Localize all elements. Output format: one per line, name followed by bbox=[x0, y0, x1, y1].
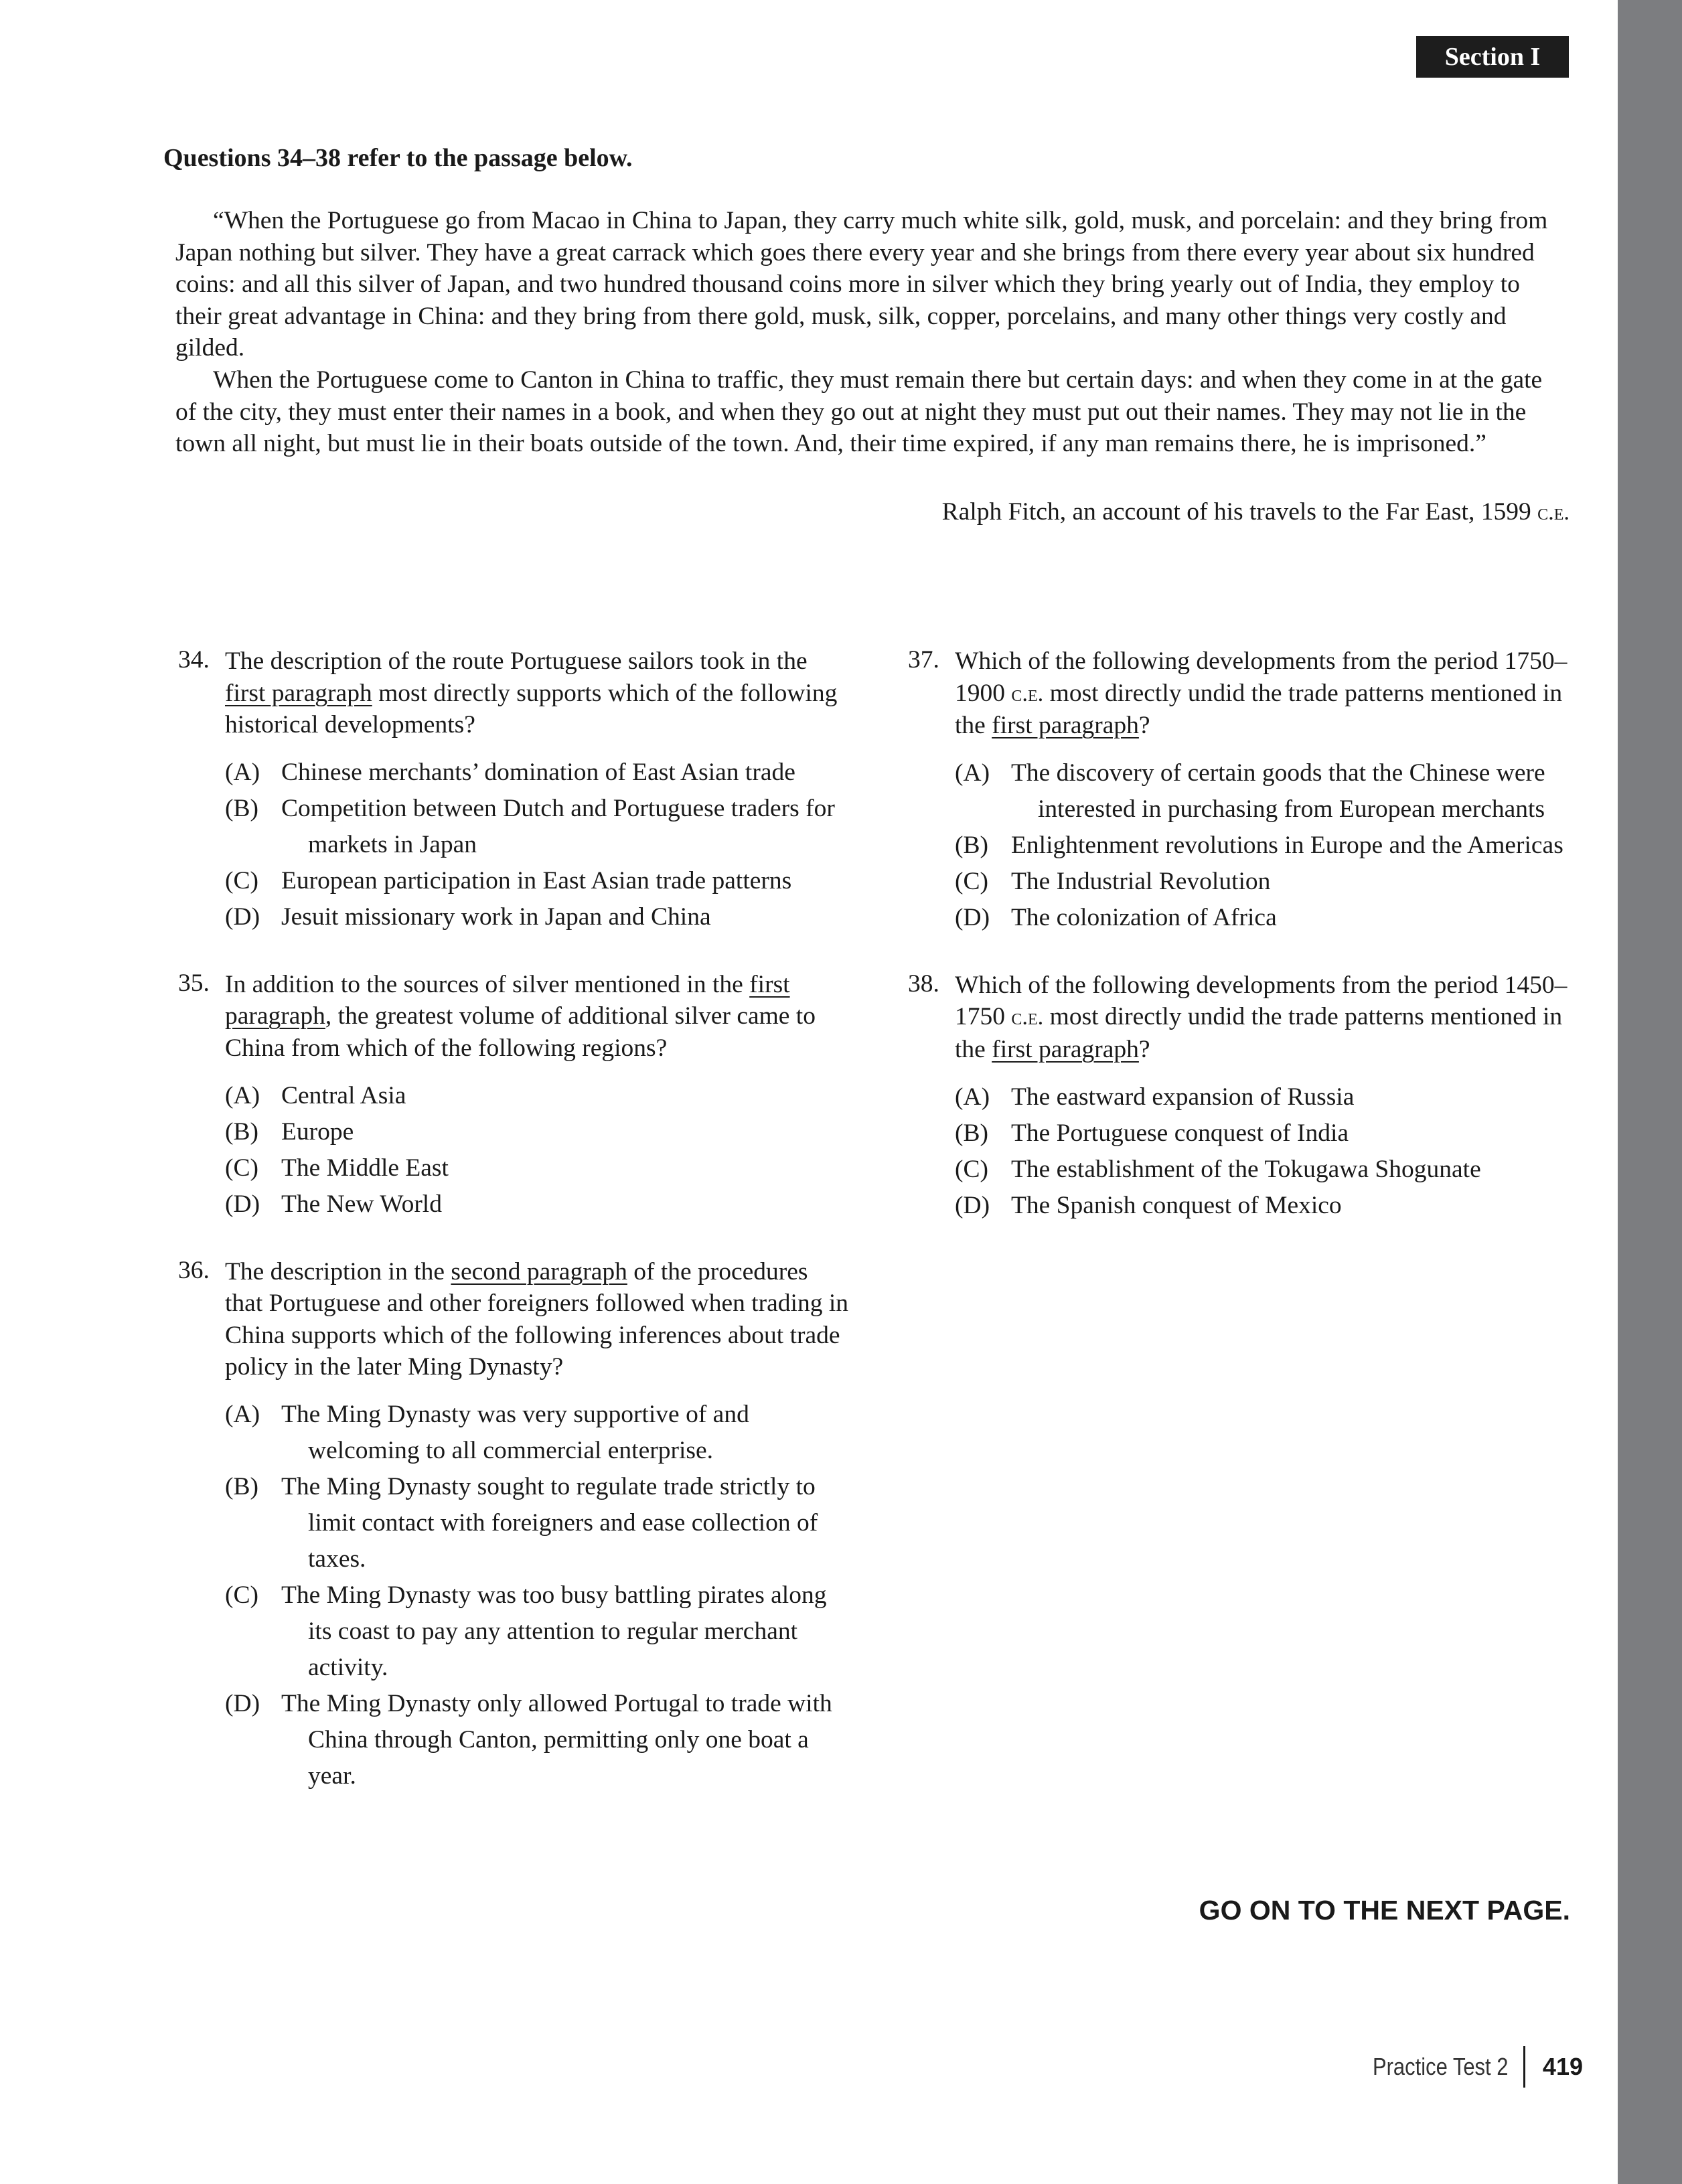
option-letter: (A) bbox=[955, 759, 990, 787]
option-c[interactable] bbox=[955, 1152, 1568, 1188]
option-c[interactable] bbox=[955, 864, 1568, 900]
option-text: The discovery of certain goods that the Chinese were interested in purchasing from European merchants bbox=[1011, 759, 1545, 823]
option-a[interactable] bbox=[955, 755, 1568, 828]
question-number: 37. bbox=[908, 646, 939, 674]
answer-options bbox=[955, 755, 1568, 936]
section-tab: Section I bbox=[1416, 36, 1569, 78]
stem-underlined: second paragraph bbox=[451, 1257, 627, 1285]
go-on-instruction: GO ON TO THE NEXT PAGE. bbox=[1199, 1895, 1570, 1926]
option-letter: (C) bbox=[225, 1581, 258, 1609]
stem-underlined: first paragraph bbox=[992, 712, 1139, 740]
question-stem bbox=[955, 645, 1568, 742]
question-number: 36. bbox=[178, 1256, 210, 1284]
stem-text: The description of the route Portuguese sailors took in the bbox=[225, 647, 808, 675]
stem-text: The description in the bbox=[225, 1257, 451, 1285]
question-number: 35. bbox=[178, 969, 210, 997]
option-letter: (A) bbox=[225, 758, 260, 786]
option-d[interactable] bbox=[955, 1188, 1568, 1224]
option-c[interactable] bbox=[225, 1150, 852, 1186]
option-letter: (C) bbox=[955, 867, 988, 895]
answer-options bbox=[955, 1079, 1568, 1224]
option-text: The Ming Dynasty only allowed Portugal to trade with China through Canton, permitting only one boat a year. bbox=[281, 1689, 832, 1790]
option-a[interactable] bbox=[955, 1079, 1568, 1115]
option-text: The New World bbox=[281, 1190, 442, 1218]
stem-text: most directly supports which of the following historical developments? bbox=[225, 679, 838, 739]
option-text: The establishment of the Tokugawa Shogunate bbox=[1011, 1155, 1481, 1183]
option-b[interactable] bbox=[955, 828, 1568, 864]
option-text: The Ming Dynasty sought to regulate trade strictly to limit contact with foreigners and ease collection of taxes. bbox=[281, 1472, 818, 1573]
footer-label: Practice Test 2 bbox=[1373, 2053, 1509, 2080]
question-number: 34. bbox=[178, 646, 210, 674]
question-34 bbox=[175, 645, 852, 935]
citation-text: Ralph Fitch, an account of his travels to the Far East, 1599 bbox=[941, 498, 1538, 526]
page-edge-bar bbox=[1618, 0, 1682, 2184]
stem-text: of the procedures that Portuguese and other foreigners followed when trading in China supports which of the following inferences about trade policy in the later Ming Dynasty? bbox=[225, 1257, 848, 1381]
option-b[interactable] bbox=[225, 1114, 852, 1150]
option-letter: (D) bbox=[225, 1190, 260, 1218]
option-text: The Ming Dynasty was very supportive of and welcoming to all commercial enterprise. bbox=[281, 1400, 749, 1464]
passage-paragraph-2: When the Portuguese come to Canton in China to traffic, they must remain there but certain days: and when they come in at the gate of the city, they must enter their names in a book, and when they go out at night they must put out their names. They may not lie in the town all night, but must lie in their boats outside of the town. And, their time expired, if any man remains there, he is imprisoned.” bbox=[175, 366, 1543, 458]
option-text: The Middle East bbox=[281, 1154, 449, 1182]
question-stem bbox=[225, 645, 852, 741]
page-number: 419 bbox=[1542, 2053, 1583, 2080]
option-text: The Spanish conquest of Mexico bbox=[1011, 1191, 1342, 1219]
question-stem bbox=[225, 1256, 852, 1383]
option-letter: (B) bbox=[225, 1117, 258, 1146]
option-letter: (C) bbox=[225, 866, 258, 894]
stem-text: , the greatest volume of additional silver came to China from which of the following regions? bbox=[225, 1002, 816, 1062]
option-letter: (D) bbox=[225, 1689, 260, 1717]
option-text: Competition between Dutch and Portuguese traders for markets in Japan bbox=[281, 794, 835, 858]
option-letter: (B) bbox=[225, 794, 258, 822]
option-text: Chinese merchants’ domination of East Asian trade bbox=[281, 758, 795, 786]
question-stem bbox=[955, 969, 1568, 1066]
question-37 bbox=[905, 645, 1568, 936]
option-b[interactable] bbox=[225, 1469, 852, 1577]
option-c[interactable] bbox=[225, 863, 852, 899]
stem-text: most directly undid the trade patterns mentioned in the bbox=[955, 679, 1563, 740]
option-letter: (D) bbox=[225, 903, 260, 931]
option-letter: (A) bbox=[225, 1081, 260, 1109]
option-text: The colonization of Africa bbox=[1011, 903, 1277, 931]
option-b[interactable] bbox=[225, 791, 852, 863]
option-b[interactable] bbox=[955, 1115, 1568, 1152]
option-text: The Industrial Revolution bbox=[1011, 867, 1271, 895]
answer-options bbox=[225, 1078, 852, 1223]
option-letter: (B) bbox=[225, 1472, 258, 1500]
option-d[interactable] bbox=[955, 900, 1568, 936]
stem-text: In addition to the sources of silver mentioned in the bbox=[225, 970, 750, 998]
option-text: European participation in East Asian trade patterns bbox=[281, 866, 792, 894]
option-a[interactable] bbox=[225, 755, 852, 791]
option-letter: (C) bbox=[955, 1155, 988, 1183]
option-text: Europe bbox=[281, 1117, 354, 1146]
option-letter: (A) bbox=[955, 1083, 990, 1111]
question-number: 38. bbox=[908, 969, 939, 998]
option-letter: (A) bbox=[225, 1400, 260, 1428]
option-a[interactable] bbox=[225, 1078, 852, 1114]
option-text: Enlightenment revolutions in Europe and the Americas bbox=[1011, 831, 1563, 859]
option-letter: (B) bbox=[955, 831, 988, 859]
question-stem bbox=[225, 969, 852, 1065]
page-footer bbox=[1351, 2046, 1583, 2088]
answer-options bbox=[225, 1397, 852, 1794]
passage-citation bbox=[942, 497, 1570, 526]
option-letter: (C) bbox=[225, 1154, 258, 1182]
stem-text: ? bbox=[1138, 1035, 1150, 1063]
option-d[interactable] bbox=[225, 1686, 852, 1794]
stem-text: most directly undid the trade patterns mentioned in the bbox=[955, 1003, 1563, 1063]
stem-text: ? bbox=[1138, 712, 1150, 740]
passage-intro: Questions 34–38 refer to the passage below. bbox=[163, 144, 633, 172]
question-35 bbox=[175, 969, 852, 1223]
footer-divider bbox=[1523, 2046, 1525, 2088]
question-36 bbox=[175, 1256, 852, 1794]
stem-underlined: first paragraph bbox=[225, 970, 790, 1030]
right-column bbox=[905, 645, 1568, 1224]
left-column bbox=[175, 645, 852, 1794]
option-text: The Ming Dynasty was too busy battling pirates along its coast to pay any attention to regular merchant activity. bbox=[281, 1581, 827, 1681]
stem-text: Which of the following developments from the period 1750–1900 bbox=[955, 647, 1568, 707]
question-38 bbox=[905, 969, 1568, 1224]
option-letter: (B) bbox=[955, 1119, 988, 1147]
stem-text: Which of the following developments from the period 1450–1750 bbox=[955, 971, 1568, 1031]
answer-options bbox=[225, 755, 852, 935]
option-letter: (D) bbox=[955, 1191, 990, 1219]
option-letter: (D) bbox=[955, 903, 990, 931]
passage bbox=[175, 205, 1568, 460]
option-d[interactable] bbox=[225, 1186, 852, 1223]
stem-era: c.e. bbox=[1011, 680, 1044, 706]
option-a[interactable] bbox=[225, 1397, 852, 1469]
stem-underlined: first paragraph bbox=[225, 679, 372, 707]
option-text: Central Asia bbox=[281, 1081, 406, 1109]
option-c[interactable] bbox=[225, 1577, 852, 1686]
option-text: Jesuit missionary work in Japan and China bbox=[281, 903, 711, 931]
option-d[interactable] bbox=[225, 899, 852, 935]
citation-era: c.e. bbox=[1537, 499, 1570, 525]
stem-era: c.e. bbox=[1011, 1004, 1044, 1030]
stem-underlined: first paragraph bbox=[992, 1035, 1139, 1063]
option-text: The eastward expansion of Russia bbox=[1011, 1083, 1355, 1111]
passage-paragraph-1: “When the Portuguese go from Macao in China to Japan, they carry much white silk, gold, musk, and porcelain: and they bring from Japan nothing but silver. They have a great carrack which goes there every year and she brings from there every year about six hundred coins: and all this silver of Japan, and two hundred thousand coins more in silver which they bring yearly out of India, they employ to their great advantage in China: and they bring from there gold, musk, silk, copper, porcelains, and many other things very costly and gilded. bbox=[175, 207, 1548, 362]
option-text: The Portuguese conquest of India bbox=[1011, 1119, 1349, 1147]
